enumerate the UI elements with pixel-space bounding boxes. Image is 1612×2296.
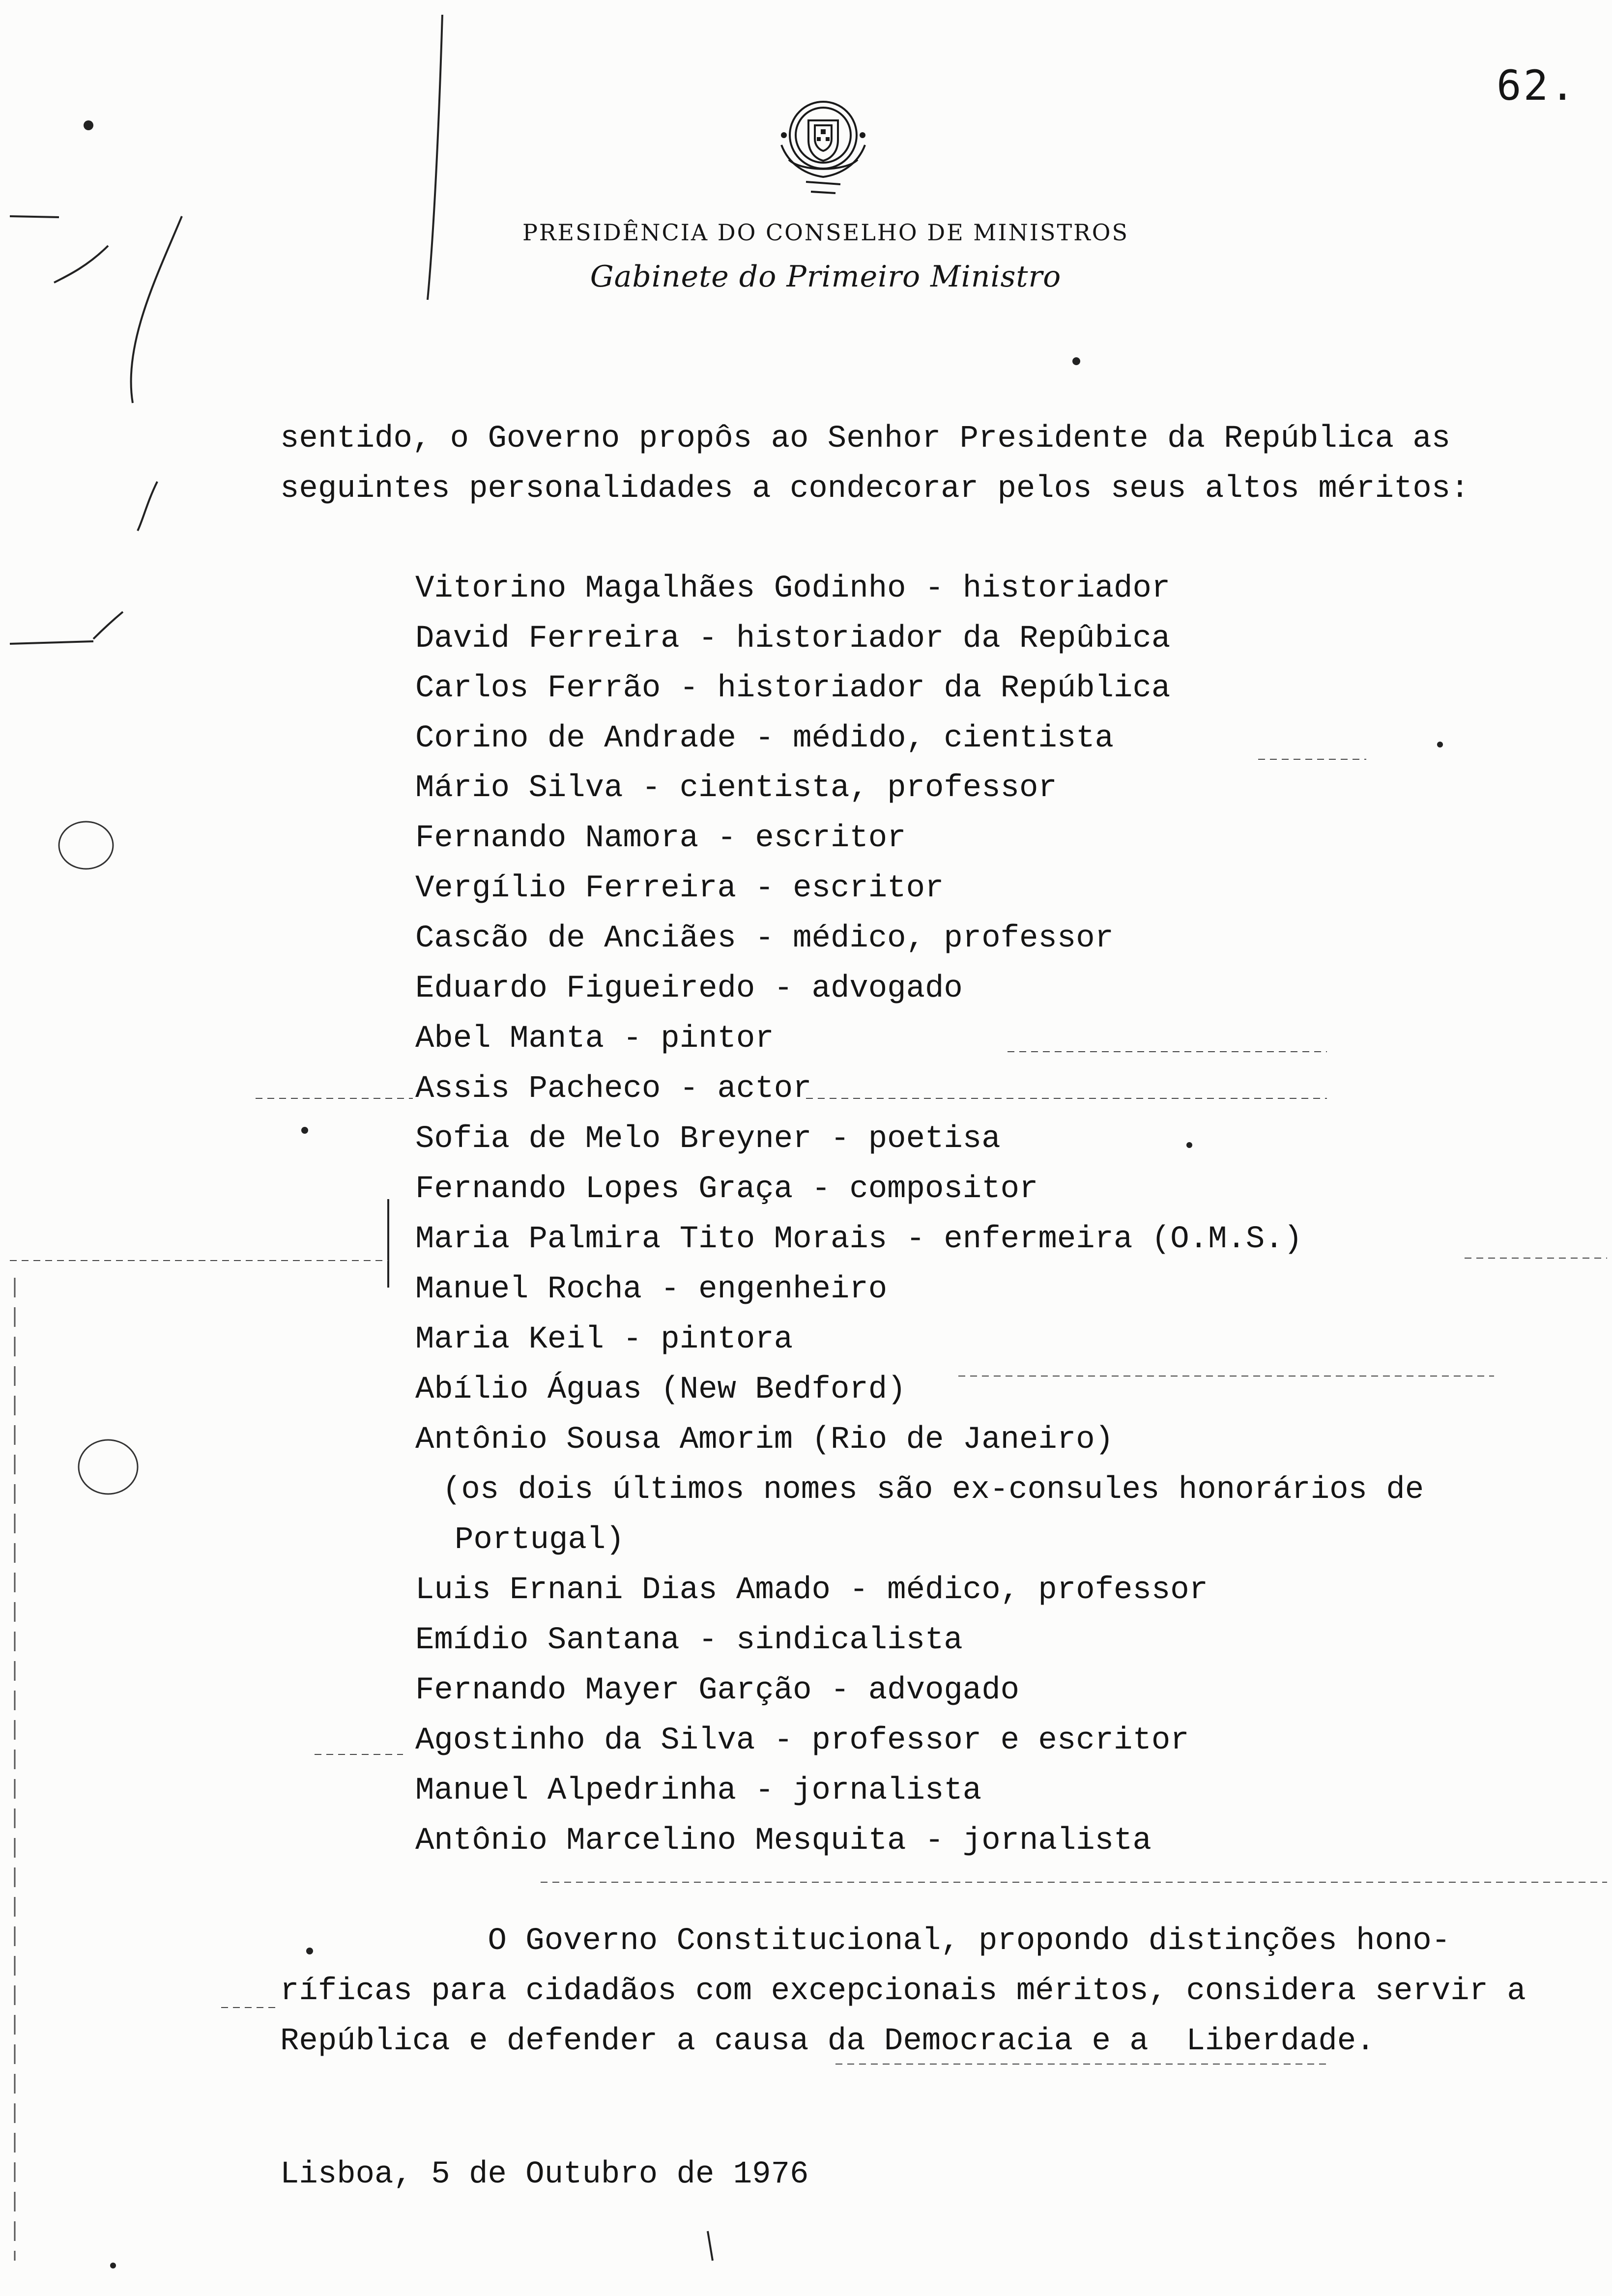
list-item: Abel Manta - pintor [415,1021,774,1057]
note-line: Portugal) [455,1522,625,1558]
list-item: Vergílio Ferreira - escritor [415,871,944,906]
list-item: Antônio Sousa Amorim (Rio de Janeiro) [415,1422,1114,1458]
list-item: Vitorino Magalhães Godinho - historiador [415,571,1171,606]
place-date: Lisboa, 5 de Outubro de 1976 [280,2157,809,2192]
list-item: Carlos Ferrão - historiador da República [415,671,1171,706]
list-item: Sofia de Melo Breyner - poetisa [415,1121,1001,1157]
list-item: Antônio Marcelino Mesquita - jornalista [415,1823,1151,1859]
note-line: (os dois últimos nomes são ex-consules honorários de [442,1472,1424,1508]
list-item: Cascão de Anciães - médico, professor [415,921,1114,956]
closing-line: ríficas para cidadãos com excepcionais méritos, considera servir a [280,1974,1526,2009]
list-item: Luis Ernani Dias Amado - médico, professor [415,1573,1209,1608]
list-item: Agostinho da Silva - professor e escritor [415,1723,1189,1758]
list-item: Mário Silva - cientista, professor [415,771,1057,806]
closing-line: República e defender a causa da Democracia e a Liberdade. [280,2024,1375,2059]
list-item: Fernando Namora - escritor [415,821,906,856]
institution-name: PRESIDÊNCIA DO CONSELHO DE MINISTROS [522,219,1129,246]
cabinet-name: Gabinete do Primeiro Ministro [590,259,1062,294]
portuguese-coat-of-arms-seal-icon [762,86,885,204]
list-item: Fernando Lopes Graça - compositor [415,1172,1038,1207]
list-item: Abílio Águas (New Bedford) [415,1372,906,1407]
list-item: Assis Pacheco - actor [415,1071,812,1107]
list-item: Maria Keil - pintora [415,1322,793,1357]
list-item: Manuel Rocha - engenheiro [415,1272,888,1307]
intro-line: sentido, o Governo propôs ao Senhor Presidente da República as [280,421,1451,457]
list-item: Emídio Santana - sindicalista [415,1623,963,1658]
list-item: David Ferreira - historiador da Repûbica [415,621,1171,657]
page-number: 62. [1497,61,1577,110]
intro-line: seguintes personalidades a condecorar pelos seus altos méritos: [280,471,1469,507]
closing-line: O Governo Constitucional, propondo distinções hono- [280,1923,1451,1959]
list-item: Corino de Andrade - médido, cientista [415,721,1114,756]
list-item: Eduardo Figueiredo - advogado [415,971,963,1006]
list-item: Manuel Alpedrinha - jornalista [415,1773,982,1808]
list-item: Fernando Mayer Garção - advogado [415,1673,1019,1708]
list-item: Maria Palmira Tito Morais - enfermeira (O.M.S.) [415,1222,1303,1257]
